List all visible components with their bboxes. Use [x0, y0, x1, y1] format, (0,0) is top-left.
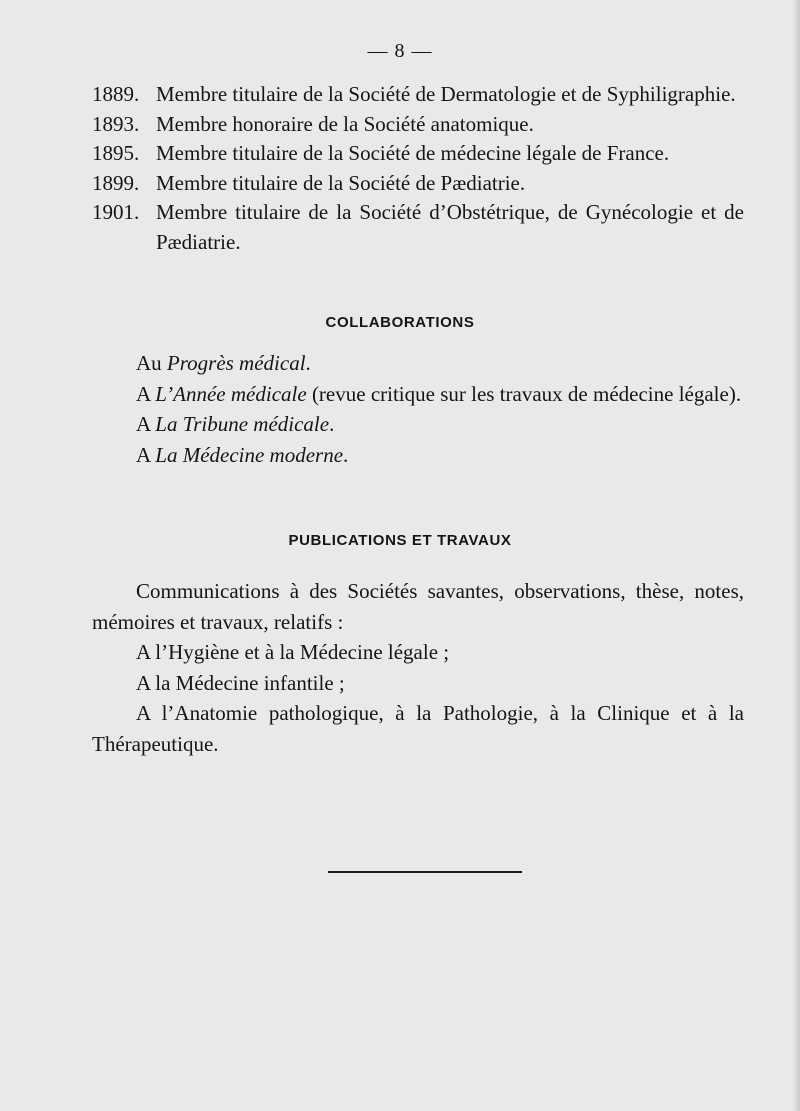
closing-rule	[328, 871, 522, 873]
journal-name: L’Année médicale	[155, 381, 307, 406]
membership-entry	[92, 169, 744, 199]
membership-text: Membre titulaire de la Société de Pædiatrie.	[156, 170, 526, 195]
collaboration-suffix: (revue critique sur les travaux de médecine légale).	[306, 381, 742, 406]
journal-name: La Médecine moderne	[155, 442, 344, 467]
membership-text: Membre titulaire de la Société de Dermatologie et de Syphiligraphie.	[156, 82, 736, 106]
publication-item: A l’Hygiène et à la Médecine légale ;	[136, 640, 450, 664]
membership-year: 1899.	[92, 170, 140, 195]
collaboration-suffix: .	[305, 351, 311, 375]
membership-year: 1901.	[92, 200, 140, 224]
publication-item: A l’Anatomie pathologique, à la Pathologie, à la Clinique et à la Thérapeutique.	[92, 701, 744, 756]
publication-item: A la Médecine infantile ;	[136, 670, 345, 695]
collaborations-heading: COLLABORATIONS	[325, 314, 475, 331]
publications-heading: PUBLICATIONS ET TRAVAUX	[288, 532, 512, 549]
membership-text: Membre titulaire de la Société d’Obstétrique, de Gynécologie et de Pædiatrie.	[156, 200, 744, 254]
collaborations-list	[92, 348, 744, 470]
journal-name: Progrès médical	[166, 351, 306, 375]
membership-text: Membre titulaire de la Société de médecine légale de France.	[156, 141, 670, 165]
collaboration-prefix: A	[136, 442, 156, 467]
collaboration-suffix: .	[343, 442, 349, 467]
publications-intro: Communications à des Sociétés savantes, observations, thèse, notes, mémoires et travaux, relatifs :	[92, 579, 744, 634]
membership-year: 1893.	[92, 111, 140, 136]
page-number: — 8 —	[367, 40, 433, 62]
publications-list	[92, 576, 744, 759]
collaboration-prefix: A	[136, 412, 156, 436]
membership-entry	[92, 198, 744, 257]
membership-year: 1889.	[92, 82, 140, 106]
collaboration-prefix: Au	[136, 351, 167, 375]
journal-name: La Tribune médicale	[155, 412, 330, 436]
membership-entry	[92, 139, 744, 169]
membership-entry	[92, 80, 744, 110]
collaboration-prefix: A	[136, 381, 156, 406]
collaboration-suffix: .	[329, 412, 335, 436]
collaboration-item	[92, 379, 744, 410]
collaboration-item	[92, 440, 744, 471]
collaboration-item	[92, 409, 744, 440]
page-edge-shadow	[792, 0, 800, 1111]
collaboration-item	[92, 348, 744, 379]
membership-text: Membre honoraire de la Société anatomique.	[156, 111, 534, 136]
membership-list	[92, 80, 744, 257]
membership-entry	[92, 110, 744, 140]
membership-year: 1895.	[92, 141, 140, 165]
